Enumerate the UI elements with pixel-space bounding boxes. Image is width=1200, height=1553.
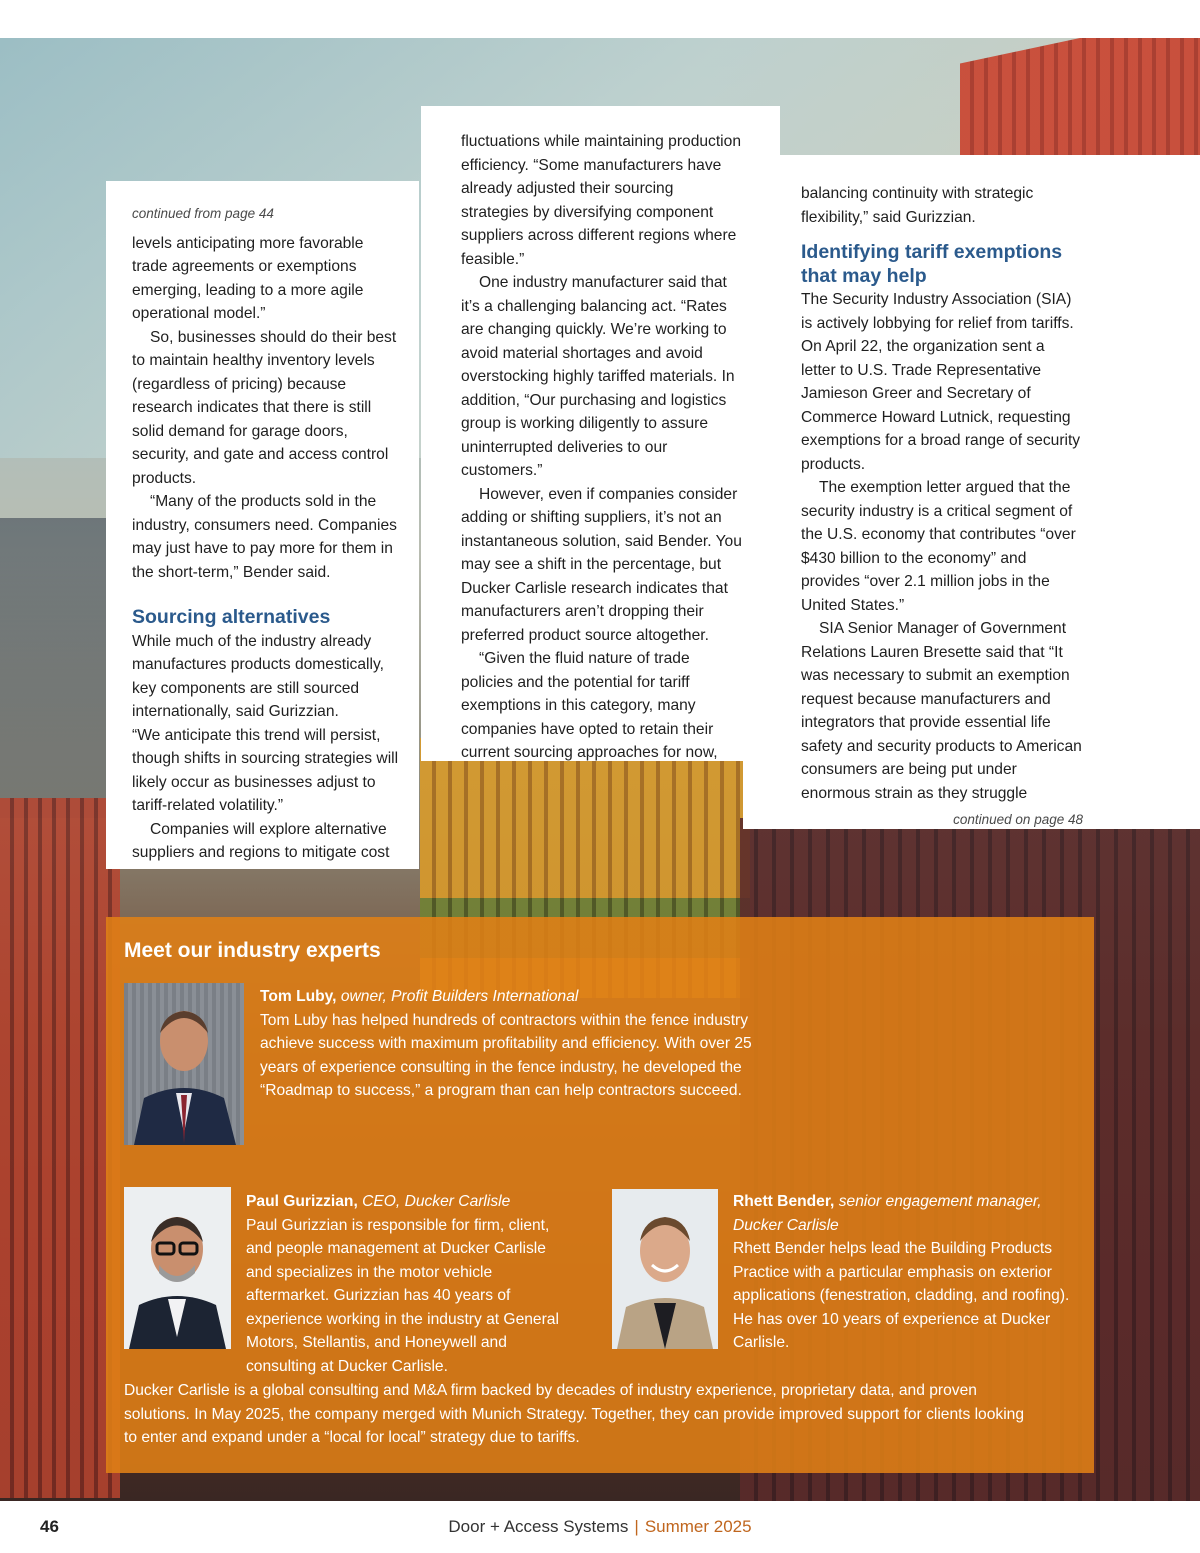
tom-luby-photo [124,983,244,1145]
expert-bio: Paul Gurizzian is responsible for firm, client, and people management at Ducker Carlisle and specializes in the motor vehicle aftermarket. Gurizzian has 40 years of experience working in the industry at General Motors, Stellantis, and Honeywell and consulting at Ducker Carlisle. [246,1216,559,1375]
section-heading-sourcing: Sourcing alternatives [132,606,331,628]
col1-paragraph: While much of the industry already manufactures products domestically, key components are still sourced internationally, said Gurizzian. [132,632,384,720]
col2-paragraph: fluctuations while maintaining production efficiency. “Some manufacturers have already adjusted their sourcing strategies by diversifying component suppliers across different regions where feasible.” [461,133,741,268]
col3-paragraph: The exemption letter argued that the security industry is a critical segment of the U.S. economy that contributes “over $430 billion to the economy” and provides “over 2.1 million jobs in the United States.” [801,479,1076,614]
page-footer [0,1505,1200,1553]
column-1-panel [106,181,419,869]
crane-silhouette [0,518,110,818]
col3-paragraph: The Security Industry Association (SIA) is actively lobbying for relief from tariffs. On April 22, the organization sent a letter to U.S. Trade Representative Jamieson Greer and Secretary of Commerce Howard Lutnick, requesting exemptions for a broad range of security products. [801,291,1081,473]
expert-name: Paul Gurizzian, [246,1193,358,1210]
experts-title: Meet our industry experts [124,939,381,962]
paul-gurizzian-bio [246,1190,576,1378]
column-2-panel [421,106,780,761]
tom-luby-bio [260,985,760,1103]
col2-paragraph: “Given the fluid nature of trade policies and the potential for tariff exemptions in this category, many companies have opted to retain their current sourcing approaches for now, [461,650,718,761]
expert-role: senior engagement manager, Ducker Carlisle [733,1193,1042,1234]
expert-name: Tom Luby, [260,988,337,1005]
experts-footer-note: Ducker Carlisle is a global consulting and M&A firm backed by decades of industry experience, proprietary data, and proven solutions. In May 2025, the company merged with Munich Strategy. Together, they can provide improved support for clients looking to enter and expand under a “local for local” strategy due to tariffs. [124,1382,1025,1446]
expert-bio: Rhett Bender helps lead the Building Products Practice with a particular emphasis on exterior applications (fenestration, cladding, and roofing). He has over 10 years of experience at Ducker Carlisle. [733,1240,1070,1351]
expert-name: Rhett Bender, [733,1193,835,1210]
issue-date: Summer 2025 [644,1517,752,1536]
col2-paragraph: One industry manufacturer said that it’s a challenging balancing act. “Rates are changing quickly. We’re working to avoid material shortages and avoid overstocking highly tariffed materials. In addition, “Our purchasing and logistics group is working diligently to assure uninterrupted deliveries to our customers.” [461,274,735,479]
paul-gurizzian-photo [124,1187,231,1349]
experts-box [106,917,1094,1473]
portrait-image [124,983,244,1145]
publication-line [0,1517,1200,1537]
section-heading-exemptions: Identifying tariff exemptions that may help [801,241,1063,287]
rhett-bender-photo [612,1189,718,1349]
rhett-bender-bio [733,1190,1078,1355]
expert-role: owner, Profit Builders International [340,988,579,1005]
portrait-image [612,1189,718,1349]
col1-paragraph: Companies will explore alternative suppliers and regions to mitigate cost [132,820,390,861]
col1-paragraph: So, businesses should do their best to maintain healthy inventory levels (regardless of pricing) because research indicates that there is still solid demand for garage doors, security, and gate and access control products. [132,328,397,487]
left-containers [0,798,120,1498]
continued-on: continued on page 48 [953,812,1083,827]
expert-bio: Tom Luby has helped hundreds of contractors within the fence industry achieve success with maximum profitability and efficiency. With over 25 years of experience consulting in the fence industry, he developed the “Roadmap to success,” a program than can help contractors succeed. [260,1011,752,1099]
col1-paragraph: “Many of the products sold in the industry, consumers need. Companies may just have to pay more for them in the short-term,” Bender said. [132,493,397,581]
continued-from: continued from page 44 [132,206,274,221]
column-3-panel [743,155,1200,829]
portrait-image [124,1187,231,1349]
footer-separator: | [634,1517,639,1536]
expert-role: CEO, Ducker Carlisle [362,1193,511,1210]
publication-name: Door + Access Systems [448,1517,629,1536]
page-number: 46 [40,1517,59,1536]
col3-paragraph: SIA Senior Manager of Government Relations Lauren Bresette said that “It was necessary to submit an exemption request because manufacturers and integrators that provide essential life safety and security products to American consumers are being put under enormous strain as they struggle [801,620,1082,802]
col2-paragraph: However, even if companies consider adding or shifting suppliers, it’s not an instantaneous solution, said Bender. You may see a shift in the percentage, but Ducker Carlisle research indicates that manufacturers aren’t dropping their preferred product source altogether. [461,485,742,644]
col3-paragraph: balancing continuity with strategic flexibility,” said Gurizzian. [801,185,1034,226]
col1-paragraph: “We anticipate this trend will persist, though shifts in sourcing strategies will likely occur as businesses adjust to tariff-related volatility.” [132,726,399,814]
col1-paragraph: levels anticipating more favorable trade agreements or exemptions emerging, leading to a more agile operational model.” [132,234,364,322]
